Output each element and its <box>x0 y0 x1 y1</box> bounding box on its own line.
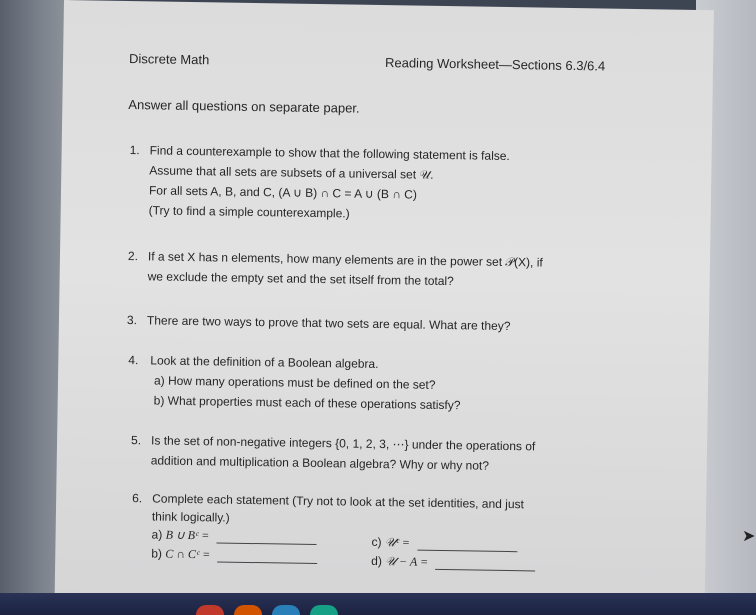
part-expression: C ∩ Cᶜ = <box>165 546 211 562</box>
mouse-cursor-icon: ➤ <box>742 528 756 545</box>
question-number: 6. <box>132 491 143 506</box>
answer-blank <box>217 530 317 545</box>
question-line: addition and multiplication a Boolean algebra? Why or why not? <box>150 453 490 473</box>
question-line: Look at the definition of a Boolean algebra. <box>150 353 379 371</box>
part-label: b) <box>151 546 163 561</box>
question-line: For all sets A, B, and C, (A ∪ B) ∩ C = A ∪ (B ∩ C) <box>148 183 418 202</box>
question-line: Complete each statement (Try not to look at the set identities, and just <box>152 491 524 512</box>
question-line: a) How many operations must be defined on the set? <box>153 373 436 392</box>
answer-blank <box>217 549 317 564</box>
question-line: think logically.) <box>151 509 230 525</box>
question-number: 3. <box>126 313 138 328</box>
question-number: 4. <box>128 353 139 368</box>
question-line: Assume that all sets are subsets of a universal set 𝒰. <box>149 163 434 182</box>
part-expression: 𝒰 − A = <box>385 554 429 569</box>
question-line: (Try to find a simple counterexample.) <box>148 203 350 221</box>
worksheet-title: Reading Worksheet—Sections 6.3/6.4 <box>384 55 606 74</box>
part-expression: B ∪ Bᶜ = <box>165 527 210 543</box>
statement-a <box>151 527 316 545</box>
worksheet-page <box>55 0 714 610</box>
course-title: Discrete Math <box>128 51 210 68</box>
taskbar-app-icon[interactable] <box>310 605 338 615</box>
question-line: b) What properties must each of these operations satisfy? <box>153 393 461 413</box>
statement-c <box>371 535 517 552</box>
part-label: c) <box>371 534 382 550</box>
part-label: d) <box>371 553 383 569</box>
question-line: There are two ways to prove that two sets are equal. What are they? <box>146 313 511 334</box>
question-number: 2. <box>127 249 139 264</box>
statement-b <box>151 546 318 564</box>
question-line: Find a counterexample to show that the following statement is false. <box>149 143 510 164</box>
part-label: a) <box>151 527 163 542</box>
question-line: we exclude the empty set and the set itself from the total? <box>147 269 454 289</box>
question-line: If a set X has n elements, how many elements are in the power set 𝒫(X), if <box>147 249 543 270</box>
part-expression: 𝒰ᶜ = <box>384 535 411 550</box>
taskbar-app-icon[interactable] <box>272 605 300 615</box>
question-number: 5. <box>130 433 142 448</box>
taskbar <box>0 593 756 615</box>
taskbar-app-icon[interactable] <box>196 605 224 615</box>
answer-blank <box>435 557 535 572</box>
question-number: 1. <box>129 143 140 158</box>
answer-blank <box>417 538 517 553</box>
statement-d <box>371 554 535 572</box>
question-line: Is the set of non-negative integers {0, 1, 2, 3, ⋯} under the operations of <box>150 433 536 454</box>
instructions: Answer all questions on separate paper. <box>128 97 360 116</box>
taskbar-app-icon[interactable] <box>234 605 262 615</box>
